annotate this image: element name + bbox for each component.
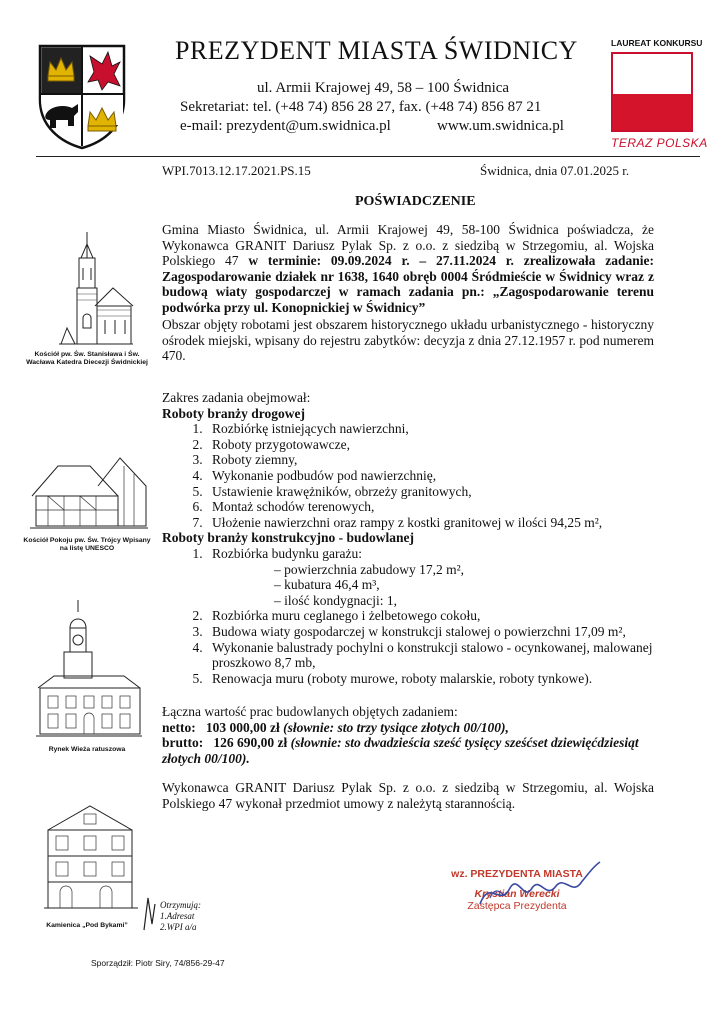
certification-paragraph: [162, 222, 654, 316]
list-item: 5. Ustawienie krawężników, obrzeży granitowych,: [206, 484, 662, 500]
stamp-line-1: wz. PREZYDENTA MIASTA: [451, 868, 583, 880]
sub-list-item: – ilość kondygnacji: 1,: [268, 593, 662, 609]
road-works-list: [162, 421, 662, 530]
stamp-line-2: Krystian Werecki: [474, 888, 560, 900]
address-line: ul. Armii Krajowej 49, 58 – 100 Świdnica: [257, 80, 510, 96]
recipient-item: 1.Adresat: [160, 911, 195, 921]
cathedral-sketch-image: [55, 228, 135, 350]
place-date: Świdnica, dnia 07.01.2025 r.: [480, 163, 630, 178]
phone-fax-line: Sekretariat: tel. (+48 74) 856 28 27, fax. (+48 74) 856 87 21: [180, 99, 542, 115]
list-item: 1. Rozbiórkę istniejących nawierzchni,: [206, 421, 662, 437]
recipient-item: 2.WPI a/a: [160, 922, 197, 932]
caption-church-of-peace: Kościół Pokoju pw. Św. Trójcy Wpisany na listę UNESCO: [23, 537, 151, 552]
netto-label: netto:: [162, 719, 196, 735]
list-item: 4. Wykonanie balustrady pochylni o konstrukcji stalowo - ocynkowanej, malowanej proszkowo 8,7 mb,: [206, 640, 662, 671]
construction-works-list: [162, 546, 662, 686]
list-item: 5. Renowacja muru (roboty murowe, roboty malarskie, roboty tynkowe).: [206, 671, 662, 687]
stamp-line-3: Zastępca Prezydenta: [467, 900, 567, 912]
reference-number: WPI.7013.12.17.2021.PS.15: [162, 163, 311, 178]
brutto-value: 126 690,00 zł: [213, 735, 288, 751]
section-construction-title: Roboty branży konstrukcyjno - budowlanej: [162, 530, 415, 546]
sub-list-item: – kubatura 46,4 m³,: [268, 577, 662, 593]
certification-text: Gmina Miasto Świdnica, ul. Armii Krajowej 49, 58-100 Świdnica poświadcza, że Wykonawca GRANIT Dariusz Pylak Sp. z o.o. z siedzibą w Strzegomiu, al. Wojska Polskiego 47: [162, 222, 654, 269]
garage-details-list: [212, 562, 662, 609]
list-item: 2. Roboty przygotowawcze,: [206, 437, 662, 453]
totals-section: [162, 704, 662, 766]
performance-paragraph: Wykonawca GRANIT Dariusz Pylak Sp. z o.o. z siedzibą w Strzegomiu, al. Wojska Polskiego 47 wykonał przedmiot umowy z należytą starannością.: [162, 780, 654, 811]
town-hall-tower-sketch-image: [34, 598, 144, 740]
totals-intro: Łączna wartość prac budowlanych objętych zadaniem:: [162, 704, 458, 719]
list-item: 2. Rozbiórka muru ceglanego i żelbetowego cokołu,: [206, 608, 662, 624]
caption-pod-bykami: Kamienica „Pod Bykami”: [46, 922, 128, 929]
brutto-words: (słownie: sto dwadzieścia sześć tysięcy sześćset dziewięćdziesiąt złotych 00/100).: [162, 735, 639, 766]
initials-signature: [140, 894, 158, 934]
pod-bykami-house-sketch-image: [40, 800, 140, 914]
recipients-block: [160, 900, 201, 933]
list-item: 4. Wykonanie podbudów pod nawierzchnię,: [206, 468, 662, 484]
coat-of-arms-logo: [36, 42, 128, 150]
netto-words: (słownie: sto trzy tysiące złotych 00/100),: [283, 719, 509, 735]
netto-line: [162, 720, 662, 736]
teraz-polska-badge: [611, 38, 708, 150]
section-road-works-title: Roboty branży drogowej: [162, 405, 305, 421]
website-line: www.um.swidnica.pl: [437, 118, 564, 134]
scope-intro: Zakres zadania obejmował:: [162, 390, 311, 405]
award-flag-icon: [611, 52, 693, 132]
certification-task-bold: w terminie: 09.09.2024 r. – 27.11.2024 r. zrealizowała zadanie: Zagospodarowanie działek nr 1638, 1640 obręb 0004 Śródmieście w Świdnicy wraz z budową wiaty gospodarczej w ramach zadania pn.: „Zagospodarowanie terenu podwórka przy ul. Konopnickiej w Świdnicy”: [162, 253, 654, 315]
institution-title: PREZYDENT MIASTA ŚWIDNICY: [175, 36, 578, 65]
scope-section: [162, 390, 662, 686]
document-title: POŚWIADCZENIE: [355, 194, 476, 209]
list-item: [206, 546, 662, 608]
email-line: e-mail: prezydent@um.swidnica.pl: [180, 118, 391, 134]
brutto-label: brutto:: [162, 735, 204, 751]
award-top-text: LAUREAT KONKURSU: [611, 38, 703, 48]
caption-cathedral: Kościół pw. Św. Stanisława i Św. Wacława Katedra Diecezji Świdnickiej: [26, 351, 148, 366]
netto-value: 103 000,00 zł: [205, 719, 280, 735]
award-bottom-text: TERAZ POLSKA: [611, 136, 708, 150]
recipients-label: Otrzymują:: [160, 900, 201, 910]
list-item-text: Rozbiórka budynku garażu:: [212, 545, 362, 561]
list-item: 3. Budowa wiaty gospodarczej w konstrukcji stalowej o powierzchni 17,09 m²,: [206, 624, 662, 640]
brutto-line: [162, 735, 662, 766]
list-item: 7. Ułożenie nawierzchni oraz rampy z kostki granitowej w ilości 94,25 m²,: [206, 515, 662, 531]
sub-list-item: – powierzchnia zabudowy 17,2 m²,: [268, 562, 662, 578]
list-item: 6. Montaż schodów terenowych,: [206, 499, 662, 515]
church-of-peace-sketch-image: [28, 436, 150, 536]
list-item: 3. Roboty ziemny,: [206, 452, 662, 468]
caption-town-hall: Rynek Wieża ratuszowa: [48, 746, 126, 753]
prepared-by: Sporządził: Piotr Siry, 74/856-29-47: [91, 958, 225, 968]
heritage-paragraph: Obszar objęty robotami jest obszarem historycznego układu urbanistycznego - historyczny ośrodek miejski, wpisany do rejestru zabytków: decyzja z dnia 27.12.1957 r. pod numerem 470.: [162, 317, 654, 364]
header-divider: [36, 156, 700, 157]
handwritten-signature: [460, 858, 610, 918]
